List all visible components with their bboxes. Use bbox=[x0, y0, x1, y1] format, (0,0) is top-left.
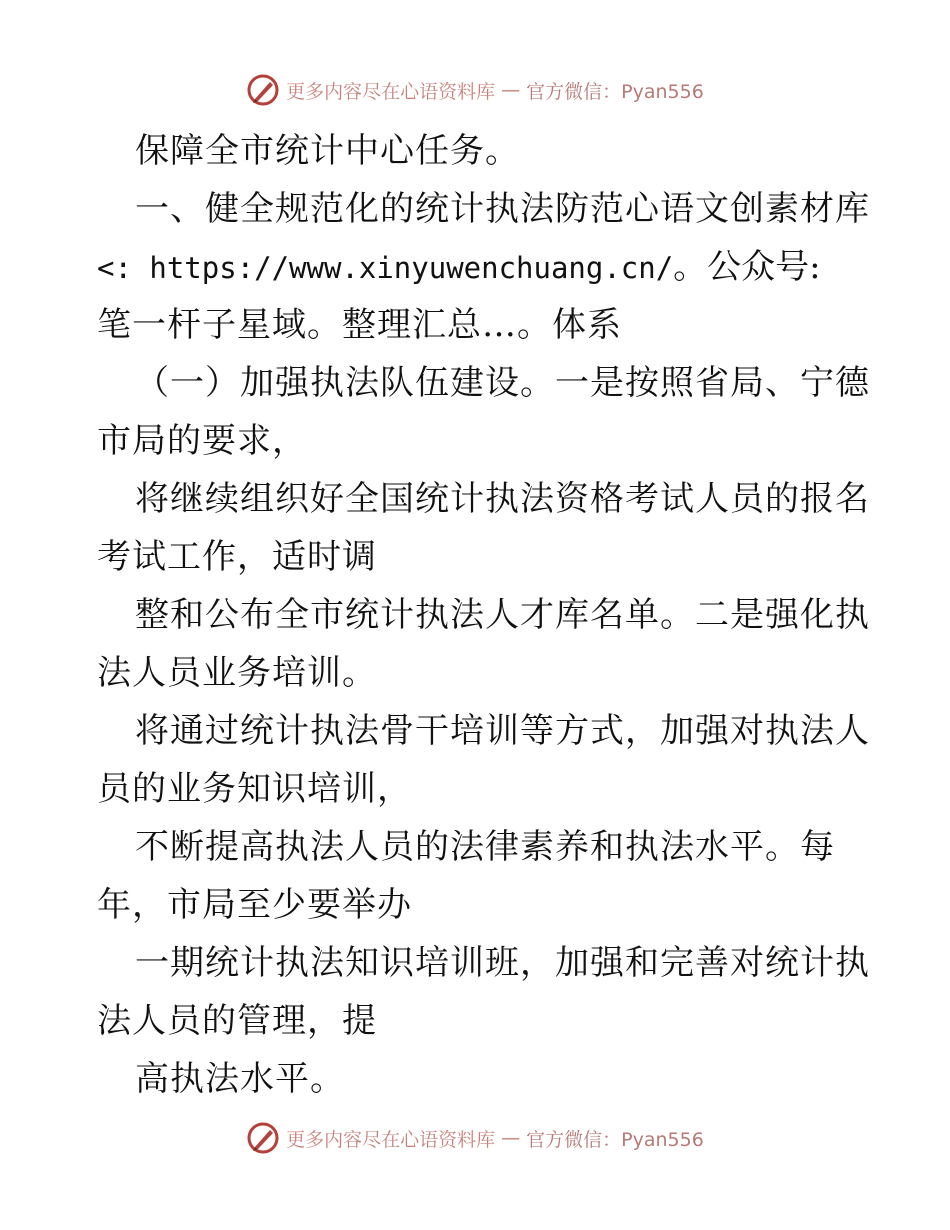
banner-separator: — bbox=[501, 1127, 521, 1149]
public-account-label: 。公众号: bbox=[673, 247, 821, 287]
paragraph-line: 一期统计执法知识培训班，加强和完善对统计执 bbox=[135, 943, 870, 983]
banner-text: 更多内容尽在心语资料库 bbox=[286, 1128, 496, 1151]
paragraph-line: 将通过统计执法骨干培训等方式，加强对执法人 bbox=[135, 711, 870, 751]
paragraph-line: 笔一杆子星域。整理汇总…。体系 bbox=[97, 305, 622, 345]
pen-logo-icon bbox=[246, 1121, 280, 1155]
paragraph-line: 高执法水平。 bbox=[135, 1059, 345, 1099]
footer-banner bbox=[0, 1118, 950, 1158]
paragraph-line: 员的业务知识培训， bbox=[97, 769, 412, 809]
paragraph-line: 考试工作，适时调 bbox=[97, 537, 377, 577]
paragraph-line: 保障全市统计中心任务。 bbox=[135, 131, 520, 171]
paragraph-line: 不断提高执法人员的法律素养和执法水平。每 bbox=[135, 827, 835, 867]
paragraph-line-url bbox=[97, 238, 857, 296]
paragraph-line: 一、健全规范化的统计执法防范心语文创素材库 bbox=[135, 189, 870, 229]
url-text: <: https://www.xinyuwenchuang.cn/ bbox=[97, 251, 674, 285]
paragraph-line: 将继续组织好全国统计执法资格考试人员的报名 bbox=[135, 479, 870, 519]
banner-official-account: 官方微信：Pyan556 bbox=[526, 80, 704, 103]
paragraph-line: 市局的要求， bbox=[97, 421, 307, 461]
paragraph-line: 法人员业务培训。 bbox=[97, 653, 377, 693]
header-banner bbox=[0, 70, 950, 110]
banner-separator: — bbox=[501, 79, 521, 101]
paragraph-line: 年，市局至少要举办 bbox=[97, 885, 412, 925]
paragraph-line: 整和公布全市统计执法人才库名单。二是强化执 bbox=[135, 595, 870, 635]
document-body bbox=[97, 122, 870, 1108]
paragraph-line: 法人员的管理，提 bbox=[97, 1001, 377, 1041]
banner-official-account: 官方微信：Pyan556 bbox=[526, 1128, 704, 1151]
paragraph-line: （一）加强执法队伍建设。一是按照省局、宁德 bbox=[135, 363, 870, 403]
pen-logo-icon bbox=[246, 73, 280, 107]
banner-text: 更多内容尽在心语资料库 bbox=[286, 80, 496, 103]
